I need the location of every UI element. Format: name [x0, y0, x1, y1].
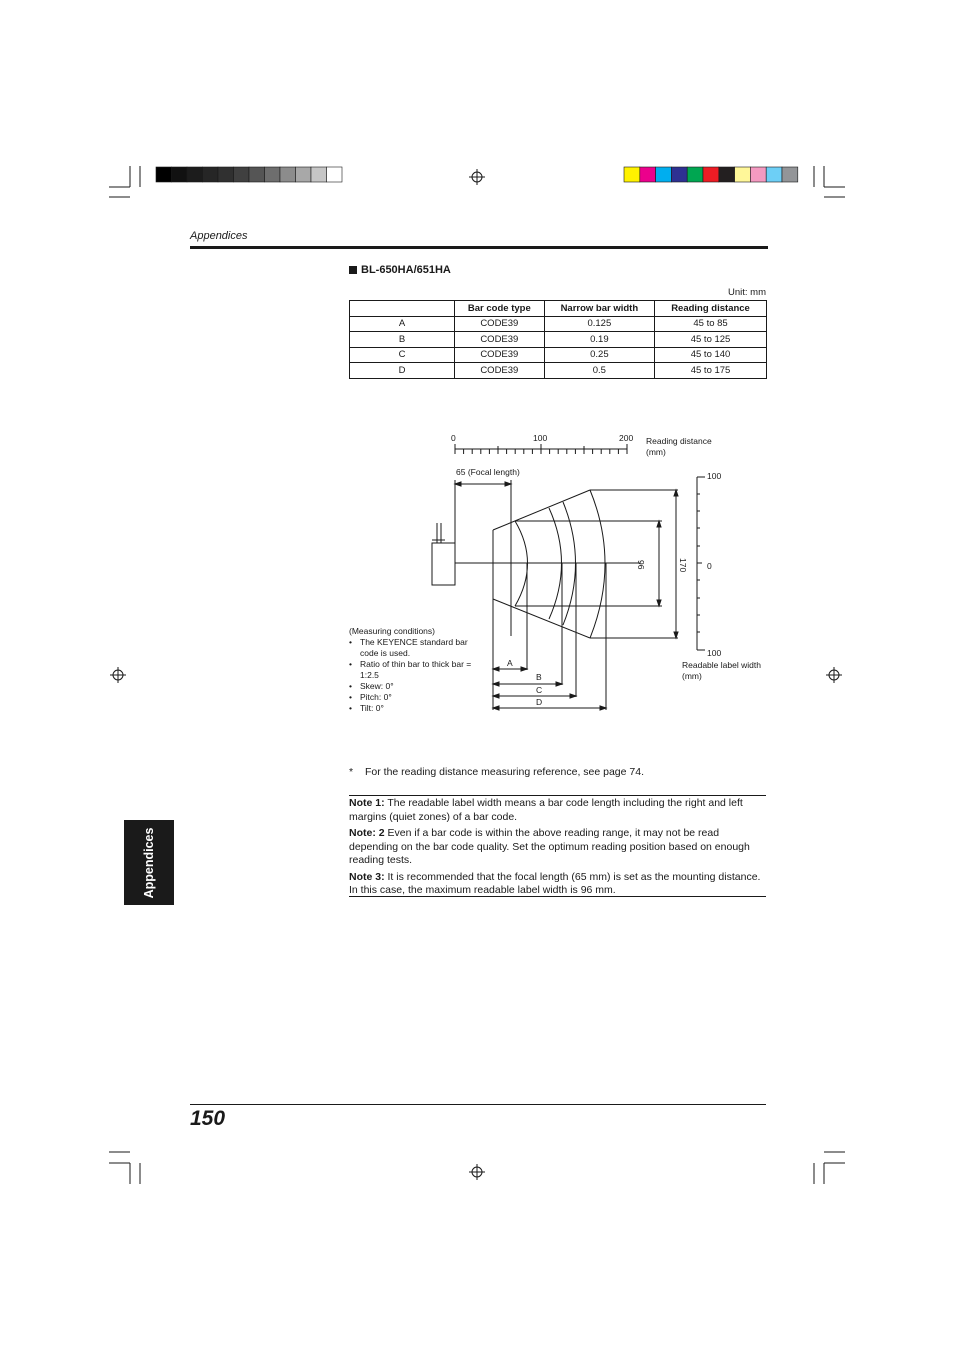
- scale-label: 100: [533, 433, 548, 443]
- table-cell: CODE39: [455, 347, 545, 363]
- condition-item: • Tilt: 0°: [349, 703, 484, 714]
- table-header: Narrow bar width: [544, 301, 654, 317]
- notes-block: [349, 797, 766, 901]
- focal-length-label: 65 (Focal length): [456, 467, 520, 477]
- note-text: Even if a bar code is within the above reading range, it may not be read depending on the bar code quality. Set the optimum reading position based on enough reading tests.: [349, 827, 750, 866]
- table-cell: 0.19: [544, 332, 654, 348]
- unit-label: Unit: mm: [728, 287, 766, 298]
- table-cell: B: [350, 332, 455, 348]
- footnote-text: For the reading distance measuring reference, see page 74.: [365, 766, 645, 778]
- range-label-b: B: [536, 672, 542, 682]
- dimension-96-label: 96: [636, 560, 646, 570]
- width-axis-label: 100: [707, 648, 722, 658]
- table-cell: A: [350, 316, 455, 332]
- range-label-c: C: [536, 685, 543, 695]
- table-cell: 45 to 125: [655, 332, 767, 348]
- width-axis-label: 0: [707, 561, 712, 571]
- table-cell: CODE39: [455, 316, 545, 332]
- table-cell: D: [350, 363, 455, 379]
- side-tab-appendices: [124, 820, 174, 905]
- notes-bottom-rule: [349, 896, 766, 897]
- width-axis-label: 100: [707, 471, 722, 481]
- conditions-title: (Measuring conditions): [349, 626, 435, 636]
- side-tab-label: Appendices: [142, 827, 156, 898]
- page-number: 150: [190, 1107, 226, 1130]
- note-1: [349, 797, 766, 824]
- dimension-170-label: 170: [678, 558, 688, 573]
- scale-label: 0: [451, 433, 456, 443]
- table-cell: 45 to 175: [655, 363, 767, 379]
- measuring-conditions: [349, 626, 484, 714]
- notes-top-rule: [349, 795, 766, 796]
- table-cell: C: [350, 347, 455, 363]
- condition-item: • The KEYENCE standard bar code is used.: [349, 637, 484, 659]
- condition-item: • Skew: 0°: [349, 681, 484, 692]
- width-caption-unit: (mm): [682, 671, 702, 681]
- table-cell: CODE39: [455, 332, 545, 348]
- note-3: [349, 871, 766, 898]
- note-label: Note 1:: [349, 797, 385, 809]
- table-cell: 0.5: [544, 363, 654, 379]
- scale-label: 200: [619, 433, 634, 443]
- range-label-d: D: [536, 697, 543, 707]
- note-text: It is recommended that the focal length (65 mm) is set as the mounting distance. In this case, the maximum readable label width is 96 mm.: [349, 870, 761, 896]
- note-label: Note: 2: [349, 827, 385, 839]
- table-cell: CODE39: [455, 363, 545, 379]
- note-2: [349, 827, 766, 868]
- width-caption: Readable label width: [682, 660, 761, 670]
- condition-item: • Pitch: 0°: [349, 692, 484, 703]
- range-label-a: A: [507, 658, 513, 668]
- footnote-marker: *: [349, 766, 354, 778]
- table-header: Reading distance: [655, 301, 767, 317]
- running-header: Appendices: [190, 230, 248, 242]
- condition-item: • Ratio of thin bar to thick bar = 1:2.5: [349, 659, 484, 681]
- table-cell: 45 to 140: [655, 347, 767, 363]
- table-header: Bar code type: [455, 301, 545, 317]
- scale-caption: Reading distance: [646, 436, 712, 446]
- footnote: [349, 766, 644, 778]
- scale-caption-unit: (mm): [646, 447, 666, 457]
- section-title-text: BL-650HA/651HA: [361, 264, 451, 276]
- note-label: Note 3:: [349, 870, 385, 883]
- footer-rule: [190, 1104, 766, 1105]
- table-cell: 45 to 85: [655, 316, 767, 332]
- table-cell: 0.125: [544, 316, 654, 332]
- table-cell: 0.25: [544, 347, 654, 363]
- note-text: The readable label width means a bar code length including the right and left margins (quiet zones) of a bar code.: [349, 797, 743, 823]
